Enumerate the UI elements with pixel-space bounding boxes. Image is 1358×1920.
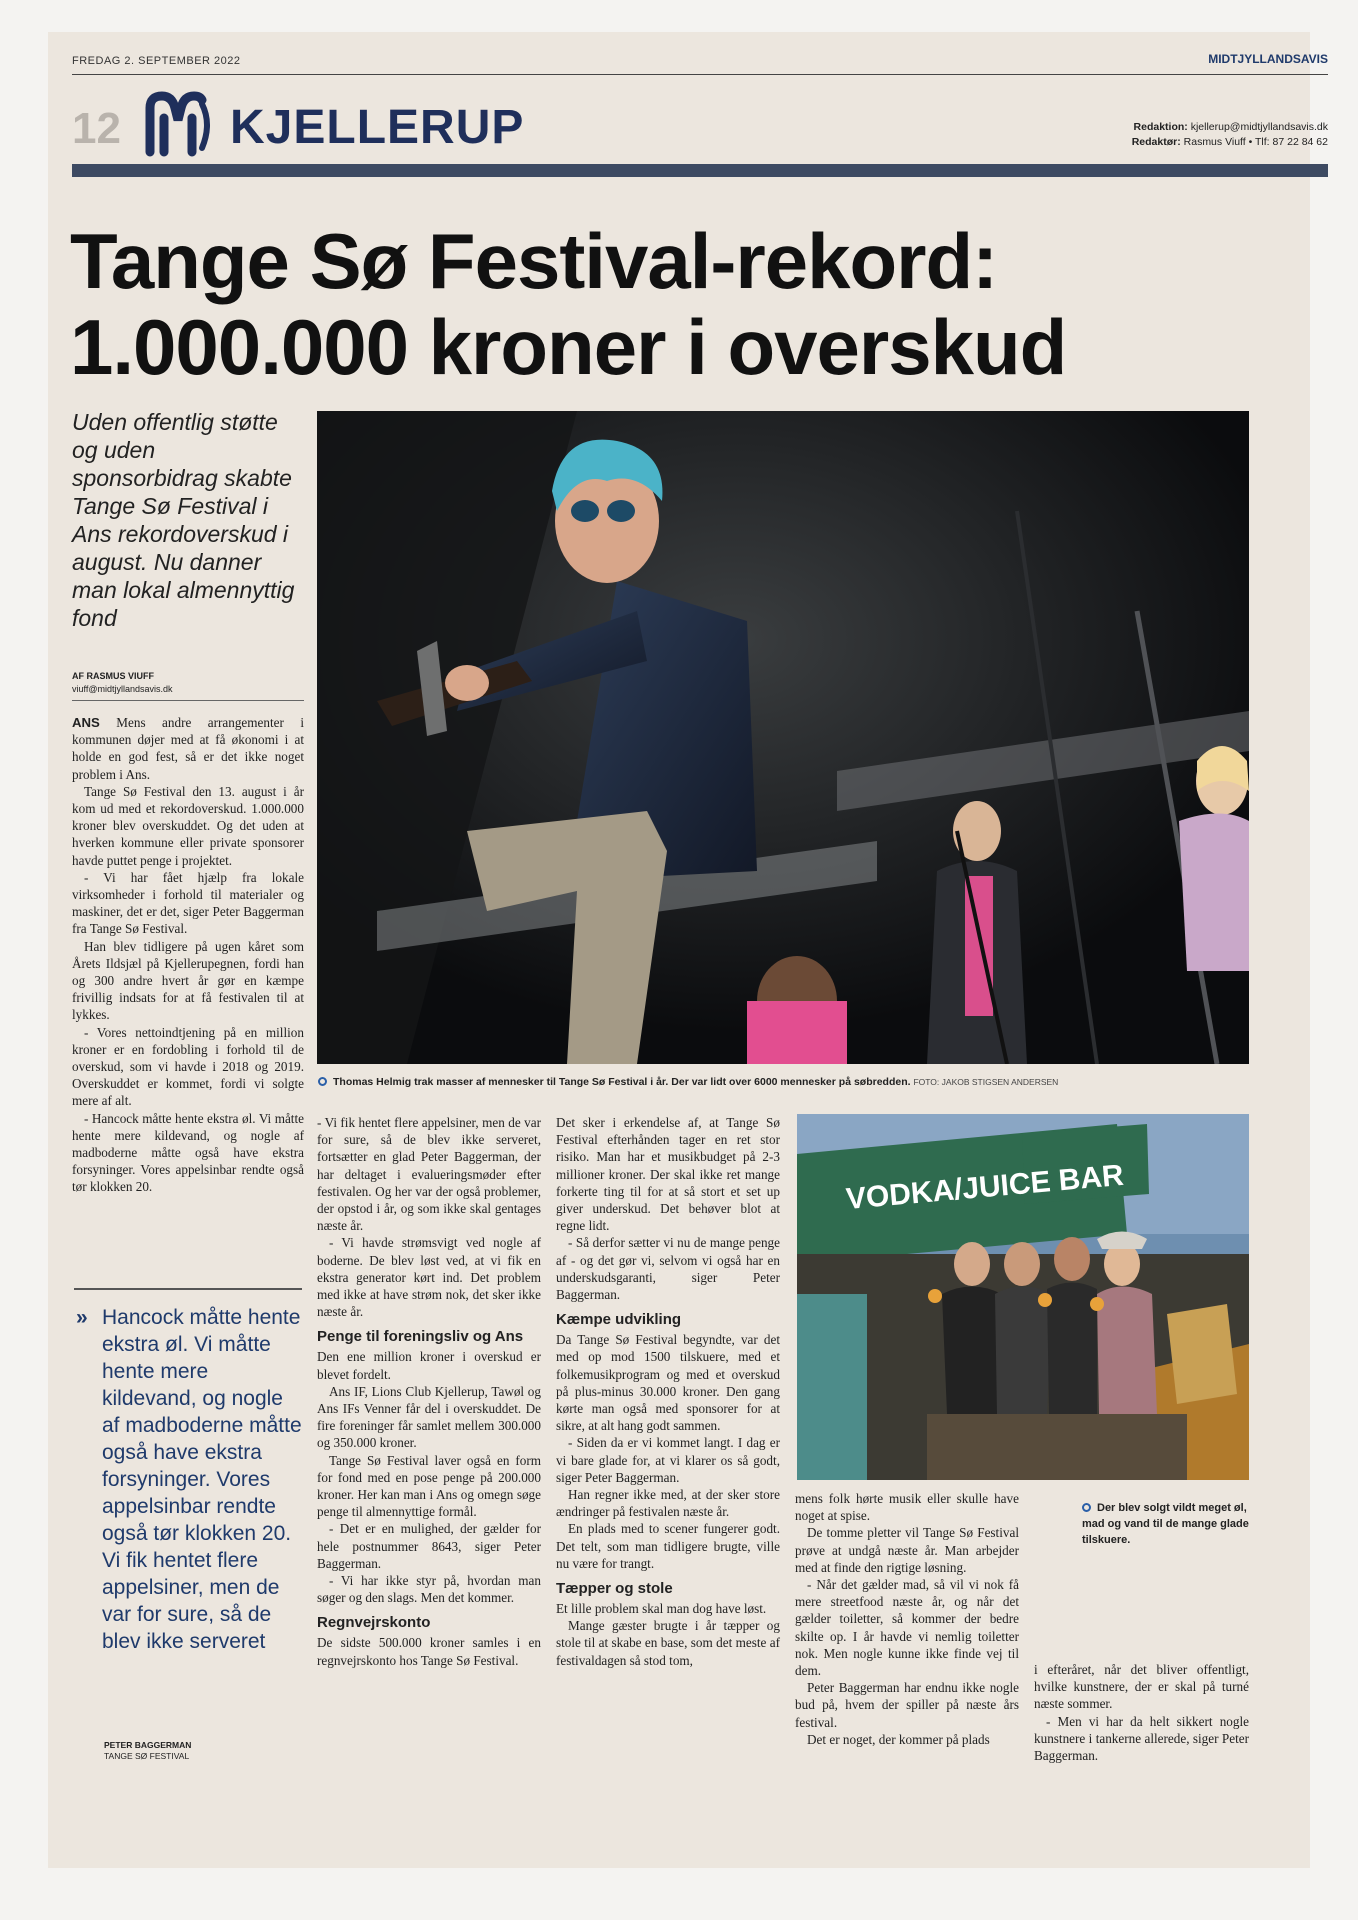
subheading: Tæpper og stole (556, 1580, 673, 1598)
header-rule (72, 74, 1328, 75)
article-headline: Tange Sø Festival-rekord: 1.000.000 kroner i overskud (70, 217, 1067, 391)
dateline: FREDAG 2. SEPTEMBER 2022 (72, 55, 241, 67)
article-column-2: - Vi fik hentet flere appelsiner, men de var for sure, så de blev ikke serveret, fortsætter en glad Peter Baggerman, der har deltaget i evalueringsmøder efter festivalen. Og her var der også problemer, der opstod i år, og som ikke skal gentages næste år. - Vi havde strømsvigt ved nogle af boderne. De blev løst ved, at vi fik en ekstra generator kørt ind. Det problem med ikke at have strøm nok, det sker ikke næste år. Penge til foreningsliv og Ans Den ene million kroner i overskud er blevet fordelt. Ans IF, Lions Club Kjellerup, Tawøl og Ans IFs Venner får del i overskuddet. De fire foreninger får samlet mellem 300.000 og 350.000 kroner. Tange Sø Festival laver også en form for fond med en pose penge på 200.000 kroner. Her kan man i Ans og omegn søge penge til almennyttige formål. - Det er en mulighed, der gælder for hele postnummer 8643, siger Peter Baggerman. - Vi har ikke styr på, hvordan man søger og den slags. Men det kommer. Regnvejrskonto De sidste 500.000 kroner samles i en regnvejrskonto hos Tange Sø Festival. (317, 1115, 541, 1668)
article-column-3: Det sker i erkendelse af, at Tange Sø Festival efterhånden tager en ret stor risiko. Man har et musikbudget på 2-3 millioner kroner. Der skal ikke ret mange forkerte ting til for at så stort et set up giver underskud. Det behøver blot at regne lidt. - Så derfor sætter vi nu de mange penge af - og det gør vi, selvom vi også har en underskudsgaranti, siger Peter Baggerman. Kæmpe udvikling Da Tange Sø Festival begyndte, var det med op mod 1500 tilskuere, med et folkemusikprogram og med et overskud på plus-minus 30.000 kroner. Den gang kørte man også med sponsorer for at sikre, at alt hang godt sammen. - Siden da er vi kommet langt. I dag er vi bare glade for, at vi klarer os så godt, siger Peter Baggerman. Han regner ikke med, at der sker store ændringer på festivalen næste år. En plads med to scener fungerer godt. Det telt, som man tidligere brugte, ville nu være for trangt. Tæpper og stole Et lille problem skal man dog have løst. Mange gæster brugte i år tæpper og stole til at skabe en base, som det meste af festivaldagen så stod tom, (556, 1115, 780, 1668)
byline-rule (72, 700, 304, 701)
juice-bar-caption: Der blev solgt vildt meget øl, mad og vand til de mange glade tilskuere. (1082, 1502, 1249, 1546)
newspaper-logo-icon (142, 90, 214, 158)
caption-bullet-icon (318, 1077, 327, 1086)
pullquote: Hancock måtte hente ekstra øl. Vi måtte hente mere kildevand, og nogle af madboderne måtte også have ekstra forsyninger. Vores appelsinbar rendte også tør klokken 20. Vi fik hentet flere appelsiner, men de var for sure, så de blev ikke serveret (102, 1306, 302, 1653)
subheading: Regnvejrskonto (317, 1614, 431, 1632)
juice-bar-photo (797, 1114, 1249, 1480)
article-column-1: ANS Mens andre arrangementer i kommunen døjer med at få økonomi i at holde en god fest, så er det ikke noget problem i Ans. Tange Sø Festival den 13. august i år kom ud med et rekordoverskud. 1.000.000 kroner blev overskuddet. Og det uden at hverken kommune eller private sponsorer havde puttet penge i projektet. - Vi har fået hjælp fra lokale virksomheder i forhold til materialer og maskiner, det er det, siger Peter Baggerman fra Tange Sø Festival. Han blev tidligere på ugen kåret som Årets Ildsjæl på Kjellerupegnen, fordi han og 300 andre hvert år gør en kæmpe frivillig indsats for at få festivalen til at lykkes. - Vores nettoindtjening på en million kroner er en fordobling i forhold til de overskud, som vi havde i 2018 og 2019. Overskuddet er kommet, fordi vi solgte mere af alt. - Hancock måtte hente ekstra øl. Vi måtte hente mere kildevand, og nogle af madboderne måtte også have ekstra forsyninger. Vores appelsinbar rendte også tør klokken 20. (72, 715, 304, 1195)
pullquote-mark: » (76, 1306, 88, 1329)
page-number: 12 (72, 104, 121, 153)
pullquote-rule (74, 1288, 302, 1290)
pullquote-attribution: PETER BAGGERMAN TANGE SØ FESTIVAL (104, 1740, 192, 1761)
article-column-4: mens folk hørte musik eller skulle have noget at spise. De tomme pletter vil Tange Sø Festival prøve at undgå næste år. Man arbejder med at finde den rigtige løsning. - Når det gælder mad, så vil vi nok få mere streetfood næste år, og når det gælder toiletter, så kommer der bedre skilte op. I år havde vi nemlig toiletter nok. Men nogle kunne ikke finde vej til dem. Peter Baggerman har endnu ikke nogle bud på, hvem der spiller på næste års festival. Det er noget, der kommer på plads (795, 1491, 1019, 1747)
subheading: Penge til foreningsliv og Ans (317, 1328, 524, 1346)
article-column-5: i efteråret, når det bliver offentligt, hvilke kunstnere, der er skal på turné næste sommer. - Men vi har da helt sikkert nogle kunstnere i tankerne allerede, siger Peter Baggerman. (1034, 1662, 1249, 1764)
concert-photo-illustration (317, 411, 1249, 1064)
byline: AF RASMUS VIUFF viuff@midtjyllandsavis.dk (72, 671, 173, 694)
header-bar (72, 164, 1328, 177)
concert-photo (317, 411, 1249, 1064)
brand-name: MIDTJYLLANDSAVIS (1208, 52, 1328, 66)
subheading: Kæmpe udvikling (556, 1311, 682, 1329)
section-title: KJELLERUP (230, 101, 525, 154)
juice-bar-photo-illustration (797, 1114, 1249, 1480)
bar-banner-text: VODKA/JUICE BAR (844, 1158, 1125, 1216)
caption-bullet-icon (1082, 1503, 1091, 1512)
editorial-contact: Redaktion: kjellerup@midtjyllandsavis.dk Redaktør: Rasmus Viuff • Tlf: 87 22 84 62 (1131, 121, 1328, 148)
article-intro: Uden offentlig støtte og uden sponsorbidrag skabte Tange Sø Festival i Ans rekordoverskud i august. Nu danner man lokal almennyttig fond (72, 409, 295, 631)
photo-credit: FOTO: JAKOB STIGSEN ANDERSEN (913, 1077, 1059, 1087)
concert-photo-caption: Thomas Helmig trak masser af mennesker til Tange Sø Festival i år. Der var lidt over 6000 mennesker på søbredden. FOTO: JAKOB STIGSEN ANDERSEN (318, 1076, 1248, 1088)
